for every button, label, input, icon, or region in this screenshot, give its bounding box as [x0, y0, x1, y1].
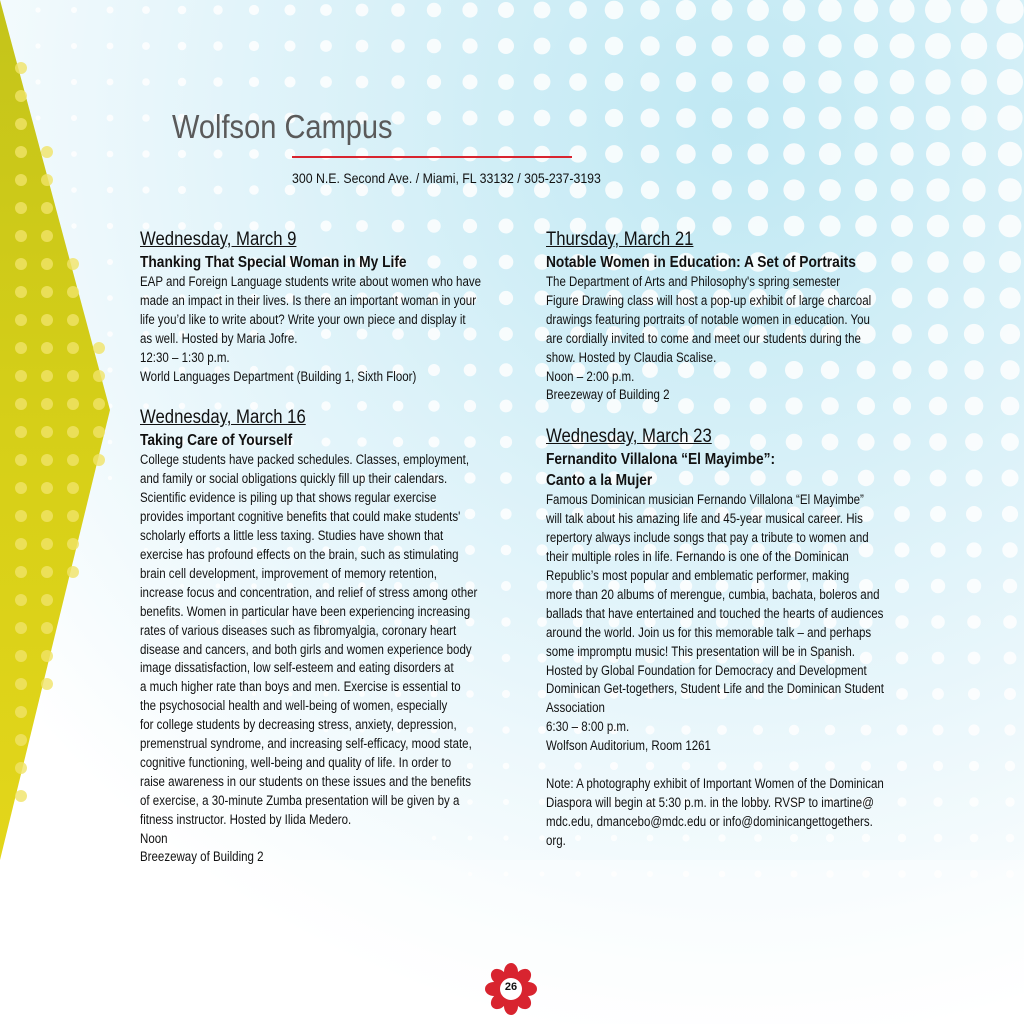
- text-line: as well. Hosted by Maria Jofre.: [140, 330, 298, 346]
- page-title: Wolfson Campus: [172, 108, 393, 145]
- text-line: premenstrual syndrome, and increasing self-efficacy, mood state,: [140, 736, 472, 752]
- text-line: EAP and Foreign Language students write about women who have: [140, 274, 482, 289]
- title-divider: [292, 156, 572, 158]
- text-line: fitness instructor. Hosted by Ilida Medero.: [140, 811, 352, 827]
- text-line: Dominican Get-togethers, Student Life and the Dominican Student: [546, 681, 885, 697]
- text-line: rates of various diseases such as fibromyalgia, coronary heart: [140, 622, 457, 638]
- event-location: World Languages Department (Building 1, Sixth Floor): [140, 368, 417, 384]
- text-line: The Department of Arts and Philosophy's spring semester: [546, 274, 841, 289]
- event-time: 12:30 – 1:30 p.m.: [140, 349, 230, 365]
- left-column: [140, 228, 580, 887]
- text-line: and family or social obligations quickly fill up their calendars.: [140, 471, 448, 487]
- text-line: Scientific evidence is piling up that shows regular exercise: [140, 490, 437, 506]
- page-footer: [484, 962, 538, 1016]
- text-line: cognitive functioning, well-being and quality of life. In order to: [140, 754, 452, 770]
- event-time: Noon – 2:00 p.m.: [546, 368, 635, 384]
- text-line: a much higher rate than boys and men. Exercise is essential to: [140, 679, 461, 695]
- text-line: of exercise, a 30-minute Zumba presentation will be given by a: [140, 792, 460, 808]
- event-block: [140, 406, 580, 867]
- note-line: Diaspora will begin at 5:30 p.m. in the lobby. RVSP to imartine@: [546, 794, 874, 810]
- event-date: Wednesday, March 9: [140, 229, 297, 250]
- text-line: image dissatisfaction, low self-esteem and eating disorders at: [140, 660, 454, 676]
- event-title: Notable Women in Education: A Set of Portraits: [546, 254, 856, 271]
- text-line: made an impact in their lives. Is there an important woman in your: [140, 292, 477, 308]
- text-line: will talk about his amazing life and 45-year musical career. His: [546, 511, 863, 527]
- note-line: mdc.edu, dmancebo@mdc.edu or info@dominicangettogethers.: [546, 813, 873, 829]
- event-description: [140, 451, 580, 867]
- event-time: 6:30 – 8:00 p.m.: [546, 719, 630, 735]
- event-title: Thanking That Special Woman in My Life: [140, 254, 407, 271]
- page-number: 26: [504, 981, 518, 993]
- event-location: Wolfson Auditorium, Room 1261: [546, 738, 711, 754]
- right-column: [546, 228, 976, 871]
- text-line: life you’d like to write about? Write your own piece and display it: [140, 311, 466, 327]
- event-block: [140, 228, 580, 386]
- note-line: Note: A photography exhibit of Important Women of the Dominican: [546, 775, 884, 791]
- event-time: Noon: [140, 830, 168, 846]
- campus-address: 300 N.E. Second Ave. / Miami, FL 33132 / 305-237-3193: [292, 170, 601, 186]
- event-location: Breezeway of Building 2: [546, 387, 670, 403]
- text-line: scholarly efforts a little less taxing. Studies have shown that: [140, 528, 444, 544]
- event-date: Wednesday, March 23: [546, 426, 712, 448]
- text-line: are cordially invited to come and meet our students during the: [546, 330, 861, 346]
- text-line: disease and cancers, and both girls and women experience body: [140, 641, 472, 657]
- text-line: Hosted by Global Foundation for Democracy and Development: [546, 662, 867, 678]
- text-line: brain cell development, improvement of memory retention,: [140, 565, 437, 581]
- event-block: [546, 425, 976, 850]
- text-line: ballads that have entertained and touched the hearts of audiences: [546, 605, 884, 621]
- event-title: Fernandito Villalona “El Mayimbe”:: [546, 451, 776, 469]
- event-date: Wednesday, March 16: [140, 407, 306, 429]
- note-line: org.: [546, 832, 566, 848]
- text-line: increase focus and concentration, and relief of stress among other: [140, 584, 478, 600]
- text-line: around the world. Join us for this memorable talk – and perhaps: [546, 624, 872, 640]
- text-line: the psychosocial health and well-being of women, especially: [140, 698, 448, 714]
- event-subtitle: Canto a la Mujer: [546, 472, 653, 490]
- spacer: [546, 756, 976, 775]
- text-line: raise awareness in our students on these issues and the benefits: [140, 773, 471, 789]
- text-line: some impromptu music! This presentation will be in Spanish.: [546, 643, 855, 659]
- text-line: provides important cognitive benefits that could make students': [140, 509, 461, 525]
- event-location: Breezeway of Building 2: [140, 849, 264, 865]
- text-line: benefits. Women in particular have been experiencing increasing: [140, 603, 471, 619]
- text-line: Association: [546, 700, 605, 716]
- event-description: [546, 491, 976, 850]
- text-line: for college students by decreasing stress, anxiety, depression,: [140, 717, 457, 733]
- text-line: Republic’s most popular and emblematic performer, making: [546, 567, 850, 583]
- event-block: [546, 228, 976, 405]
- text-line: their multiple roles in life. Fernando is one of the Dominican: [546, 549, 849, 565]
- text-line: exercise has profound effects on the brain, such as stimulating: [140, 546, 459, 562]
- text-line: College students have packed schedules. Classes, employment,: [140, 452, 470, 468]
- event-description: [140, 273, 580, 386]
- event-date: Thursday, March 21: [546, 229, 694, 250]
- event-description: [546, 273, 976, 405]
- text-line: show. Hosted by Claudia Scalise.: [546, 349, 717, 365]
- text-line: drawings featuring portraits of notable women in education. You: [546, 311, 870, 327]
- text-line: repertory always include songs that pay a tribute to women and: [546, 530, 869, 546]
- text-line: Figure Drawing class will host a pop-up exhibit of large charcoal: [546, 292, 872, 308]
- text-line: Famous Dominican musician Fernando Villalona “El Mayimbe”: [546, 492, 864, 508]
- text-line: more than 20 albums of merengue, cumbia, bachata, boleros and: [546, 586, 880, 602]
- event-title: Taking Care of Yourself: [140, 432, 293, 450]
